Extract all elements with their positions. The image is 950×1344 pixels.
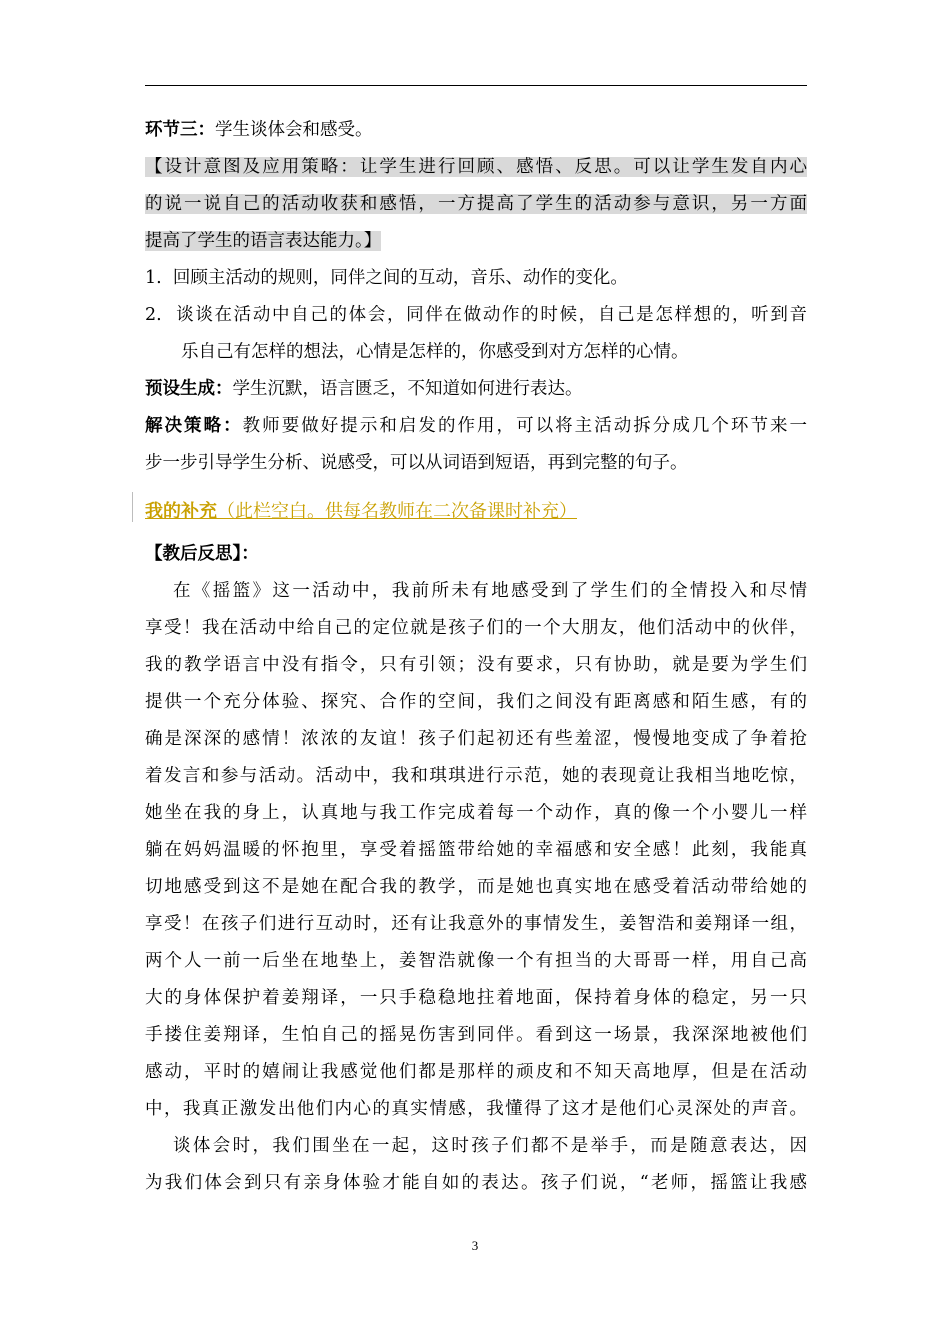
strategy-line: 步一步引导学生分析、说感受，可以从词语到短语，再到完整的句子。 (145, 453, 688, 473)
list-item: 2. 谈谈在活动中自己的体会，同伴在做动作的时候，自己是怎样想的，听到音 (145, 305, 807, 325)
supplement-label: 我的补充 (145, 501, 217, 522)
section-three-text: 学生谈体会和感受。 (215, 120, 373, 140)
list-item-number: 2. (145, 305, 162, 325)
reflection-line: 确是深深的感情！浓浓的友谊！孩子们起初还有些羞涩，慢慢地变成了争着抢 (145, 729, 807, 749)
header-rule (145, 85, 807, 86)
reflection-line: 大的身体保护着姜翔译，一只手稳稳地拄着地面，保持着身体的稳定，另一只 (145, 988, 807, 1008)
reflection-line: 躺在妈妈温暖的怀抱里，享受着摇篮带给她的幸福感和安全感！此刻，我能真 (145, 840, 807, 860)
reflection-line: 感动，平时的嬉闹让我感觉他们都是那样的顽皮和不知天高地厚，但是在活动 (145, 1062, 807, 1082)
strategy-label: 解决策略： (145, 416, 243, 436)
design-intent-line: 提高了学生的语言表达能力。】 (145, 231, 382, 251)
reflection-line: 她坐在我的身上，认真地与我工作完成着每一个动作，真的像一个小婴儿一样 (145, 803, 807, 823)
reflection-line: 提供一个充分体验、探究、合作的空间，我们之间没有距离感和陌生感，有的 (145, 692, 807, 712)
design-intent-line: 的说一说自己的活动收获和感悟，一方提高了学生的活动参与意识，另一方面 (145, 194, 807, 214)
reflection-line: 享受！我在活动中给自己的定位就是孩子们的一个大朋友，他们活动中的伙伴， (145, 618, 807, 638)
preset-line (145, 371, 807, 408)
preset-label: 预设生成： (145, 379, 233, 399)
reflection-line: 中，我真正激发出他们内心的真实情感，我懂得了这才是他们心灵深处的声音。 (145, 1099, 807, 1119)
strategy-line: 解决策略：教师要做好提示和启发的作用，可以将主活动拆分成几个环节来一 (145, 416, 807, 436)
list-item-continuation: 乐自己有怎样的想法，心情是怎样的，你感受到对方怎样的心情。 (181, 342, 689, 362)
supplement-note: （此栏空白。供每名教师在二次备课时补充） (217, 501, 577, 522)
section-three-line (145, 112, 807, 149)
preset-text: 学生沉默，语言匮乏，不知道如何进行表达。 (232, 379, 583, 399)
reflection-line: 两个人一前一后坐在地垫上，姜智浩就像一个有担当的大哥哥一样，用自己高 (145, 951, 807, 971)
list-item-number: 1. (145, 268, 162, 288)
page-content (145, 112, 807, 1202)
section-three-label: 环节三： (145, 120, 215, 140)
reflection-line: 着发言和参与活动。活动中，我和琪琪进行示范，她的表现竟让我相当地吃惊， (145, 766, 807, 786)
supplement-bar (132, 492, 133, 522)
reflection-line: 我的教学语言中没有指令，只有引领；没有要求，只有协助，就是要为学生们 (145, 655, 807, 675)
reflection-line: 享受！在孩子们进行互动时，还有让我意外的事情发生，姜智浩和姜翔译一组， (145, 914, 807, 934)
supplement-section (145, 492, 807, 532)
reflection-line: 为我们体会到只有亲身体验才能自如的表达。孩子们说，“老师，摇篮让我感 (145, 1173, 807, 1193)
reflection-line: 切地感受到这不是她在配合我的教学，而是她也真实地在感受着活动带给她的 (145, 877, 807, 897)
reflection-line: 在《摇篮》这一活动中，我前所未有地感受到了学生们的全情投入和尽情 (173, 581, 807, 601)
reflection-line: 谈体会时，我们围坐在一起，这时孩子们都不是举手，而是随意表达，因 (173, 1136, 807, 1156)
reflection-heading: 【教后反思】： (145, 544, 259, 564)
reflection-line: 手搂住姜翔译，生怕自己的摇晃伤害到同伴。看到这一场景，我深深地被他们 (145, 1025, 807, 1045)
page-number: 3 (471, 1238, 479, 1253)
design-intent-line: 【设计意图及应用策略：让学生进行回顾、感悟、反思。可以让学生发自内心 (145, 157, 807, 177)
list-item: 1. 回顾主活动的规则，同伴之间的互动，音乐、动作的变化。 (145, 268, 628, 288)
